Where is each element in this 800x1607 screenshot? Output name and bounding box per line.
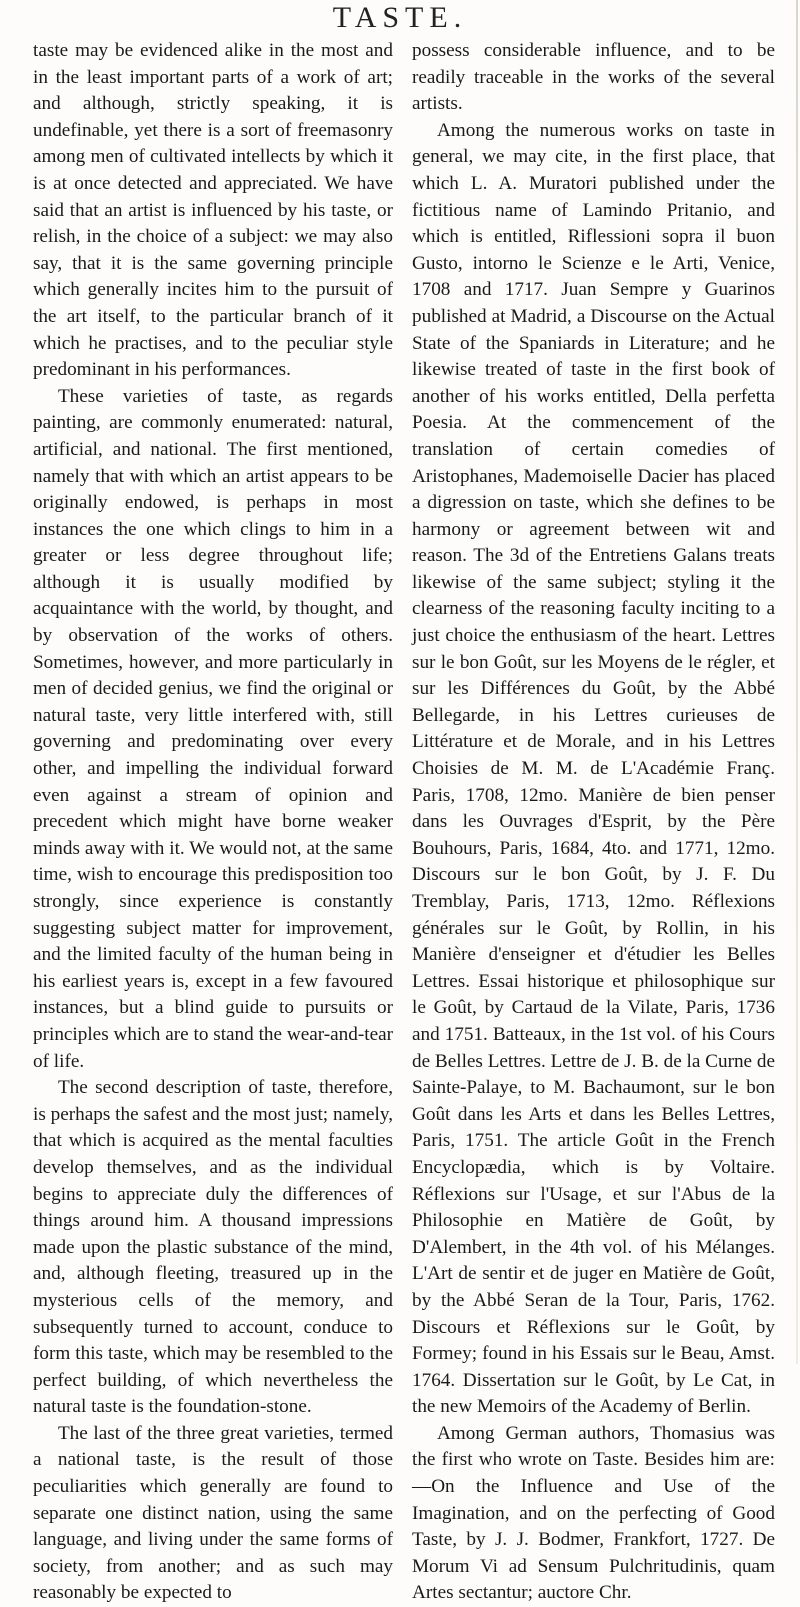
right-paragraph-2: Among the numerous works on taste in general, we may cite, in the first place, that which L. A. Muratori published under the fictitious name of Lamindo Pritanio, and which is entitled, Riflessioni sopra il buon Gusto, intorno le Scienze e le Arti, Venice, 1708 and 1717. Juan Sempre y Guarinos published at Madrid, a Discourse on the Actual State of the Spaniards in Literature; and he likewise treated of taste in the first book of another of his works entitled, Della perfetta Poesia. At the commencement of the translation of certain comedies of Aristophanes, Mademoiselle Dacier has placed a digression on taste, which she defines to be harmony or agreement between wit and reason. The 3d of the Entretiens Galans treats likewise of the same subject; styling it the clearness of the reasoning faculty inciting to a just choice the enthusiasm of the heart. Lettres sur le bon Goût, sur les Moyens de le régler, et sur les Différences du Goût, by the Abbé Bellegarde, in his Lettres curieuses de Littérature et de Morale, and in his Lettres Choisies de M. M. de L'Académie Franç. Paris, 1708, 12mo. Manière de bien penser dans les Ouvrages d'Esprit, by the Père Bouhours, Paris, 1684, 4to. and 1771, 12mo. Discours sur le bon Goût, by J. F. Du Tremblay, Paris, 1713, 12mo. Réflexions générales sur le Goût, by Rollin, in his Manière d'enseigner et d'étudier les Belles Lettres. Essai historique et philosophique sur le Goût, by Cartaud de la Vilate, Paris, 1736 and 1751. Batteaux, in the 1st vol. of his Cours de Belles Lettres. Lettre de J. B. de la Curne de Sainte-Palaye, to M. Bachaumont, sur le bon Goût dans les Arts et dans les Belles Lettres, Paris, 1751. The article Goût in the French Encyclopædia, which is by Voltaire. Réflexions sur l'Usage, et sur l'Abus de la Philosophie en Matière de Goût, by D'Alembert, in the 4th vol. of his Mélanges. L'Art de sentir et de juger en Matière de Goût, by the Abbé Seran de la Tour, Paris, 1762. Discours et Réflexions sur le Goût, by Formey; found in his Essais sur le Beau, Amst. 1764. Dissertation sur le Goût, by Le Cat, in the new Memoirs of the Academy of Berlin. bbox=[412, 119, 775, 1418]
running-head: TASTE. bbox=[332, 1, 468, 34]
left-paragraph-4: The last of the three great varieties, termed a national taste, is the result of those peculiarities which generally are found to separate one distinct nation, using the same language, and living under the same forms of society, from another; and as such may reasonably be expected to bbox=[33, 1422, 393, 1604]
left-paragraph-1: taste may be evidenced alike in the most and in the least important parts of a work of art; and although, strictly speaking, it is undefinable, yet there is a sort of freemasonry among men of cultivated intellects by which it is at once detected and appreciated. We have said that an artist is influenced by his taste, or relish, in the choice of a subject: we may also say, that it is the same governing principle which generally incites him to the pursuit of the art itself, to the particular branch of it which he practises, and to the peculiar style predominant in his performances. bbox=[33, 40, 393, 381]
right-paragraph-1: possess considerable influence, and to be readily traceable in the works of the several artists. bbox=[412, 40, 775, 115]
left-paragraph-3: The second description of taste, therefore, is perhaps the safest and the most just; namely, that which is acquired as the mental faculties develop themselves, and as the individual begins to appreciate duly the differences of things around him. A thousand impressions made upon the plastic substance of the mind, and, although fleeting, treasured up in the mysterious cells of the memory, and subsequently turned to account, conduce to form this taste, which may be resembled to the perfect building, of which nevertheless the natural taste is the foundation-stone. bbox=[33, 1077, 393, 1418]
right-paragraph-3: Among German authors, Thomasius was the first who wrote on Taste. Besides him are:—On the Influence and Use of the Imagination, and on the perfecting of Good Taste, by J. J. Bodmer, Frankfort, 1727. De Morum Vi ad Sensum Pulchritudinis, quam Artes sectantur; auctore Chr. bbox=[412, 1422, 775, 1604]
page-edge-rule bbox=[796, 0, 798, 1364]
right-column bbox=[412, 38, 775, 1607]
left-paragraph-2: These varieties of taste, as regards painting, are commonly enumerated: natural, artificial, and national. The first mentioned, namely that with which an artist appears to be originally endowed, is perhaps in most instances the one which clings to him in a greater or less degree throughout life; although it is usually modified by acquaintance with the world, by thought, and by observation of the works of others. Sometimes, however, and more particularly in men of decided genius, we find the original or natural taste, very little interfered with, still governing and predominating over every other, and impelling the individual forward even against a stream of opinion and precedent which might have borne weaker minds away with it. We would not, at the same time, wish to encourage this predisposition too strongly, since experience is constantly suggesting subject matter for improvement, and the limited faculty of the human being in his earliest years is, except in a few favoured instances, but a blind guide to pursuits or principles which are to stand the wear-and-tear of life. bbox=[33, 385, 393, 1072]
left-column bbox=[33, 38, 393, 1607]
